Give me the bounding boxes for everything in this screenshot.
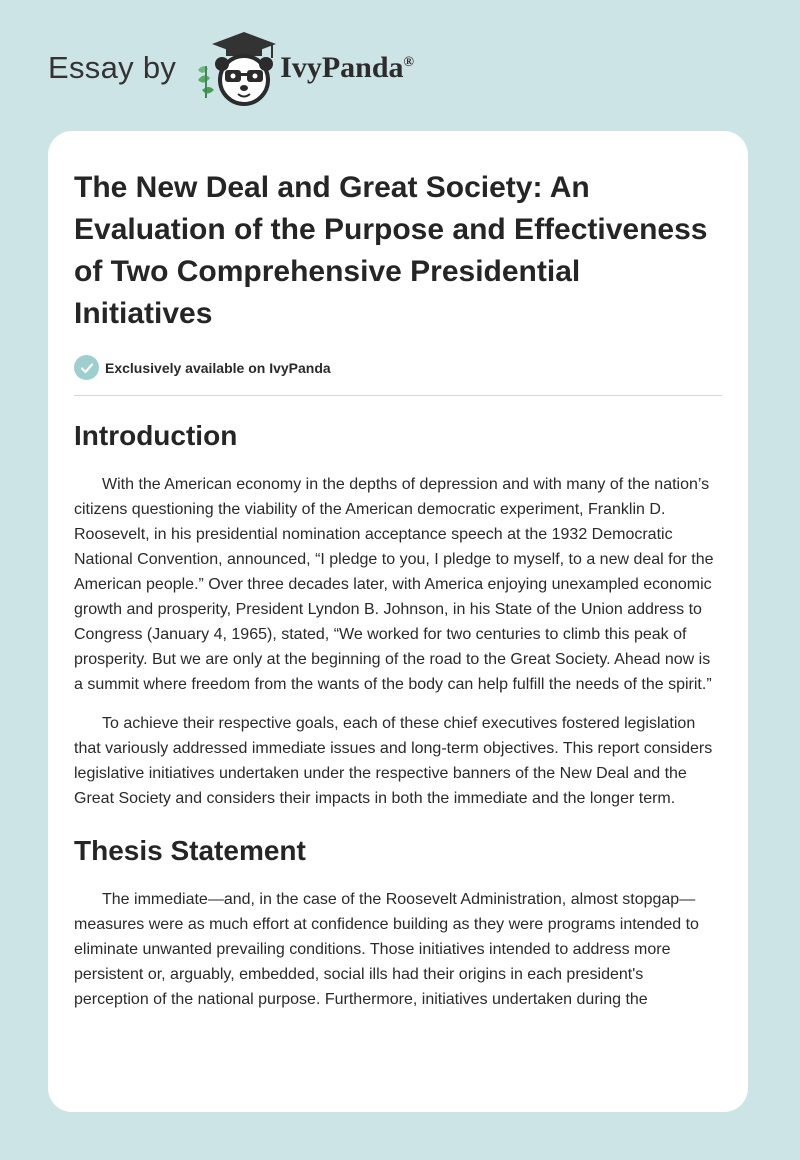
section-heading-thesis: Thesis Statement — [74, 835, 306, 866]
paragraph: With the American economy in the depths of depression and with many of the nation’s citizens questioning the viability of the American democratic experiment, Franklin D. Roosevelt, in his presidential nomination acceptance speech at the 1932 Democratic National Convention, announced, “I pledge to you, I pledge to myself, to a new deal for the American people.” Over three decades later, with America enjoying unexampled economic growth and prosperity, President Lyndon B. Johnson, in his State of the Union address to Congress (January 4, 1965), stated, “We worked for two centuries to climb this peak of prosperity. But we are only at the beginning of the road to the Great Society. Ahead now is a summit where freedom from the wants of the body can help fulfill the needs of the spirit.” — [74, 476, 714, 693]
paragraph: To achieve their respective goals, each of these chief executives fostered legislation that variously addressed immediate issues and long-term objectives. This report considers legislative initiatives undertaken under the respective banners of the New Deal and the Great Society and considers their impacts in both the immediate and the longer term. — [74, 715, 713, 807]
exclusive-badge — [74, 355, 722, 380]
ivypanda-logo-icon — [192, 28, 278, 108]
site-header — [48, 28, 414, 108]
exclusive-label: Exclusively available on IvyPanda — [105, 359, 331, 376]
essay-by-label: Essay by — [48, 50, 177, 85]
essay-card — [48, 131, 748, 1112]
registered-mark: ® — [403, 55, 415, 70]
divider — [74, 395, 722, 396]
check-icon — [74, 355, 99, 380]
section-heading-introduction: Introduction — [74, 420, 238, 451]
paragraph: The immediate—and, in the case of the Roosevelt Administration, almost stopgap—measures were as much effort at confidence building as they were programs intended to eliminate unwanted prevailing conditions. Those initiatives intended to address more persistent or, arguably, embedded, social ills had their origins in each president's perception of the national purpose. Furthermore, initiatives undertaken during the — [74, 891, 699, 1008]
page-title: The New Deal and Great Society: An Evaluation of the Purpose and Effectiveness of Two Comprehensive Presidential Initiatives — [74, 171, 708, 330]
brand-name: IvyPanda® — [280, 51, 415, 84]
